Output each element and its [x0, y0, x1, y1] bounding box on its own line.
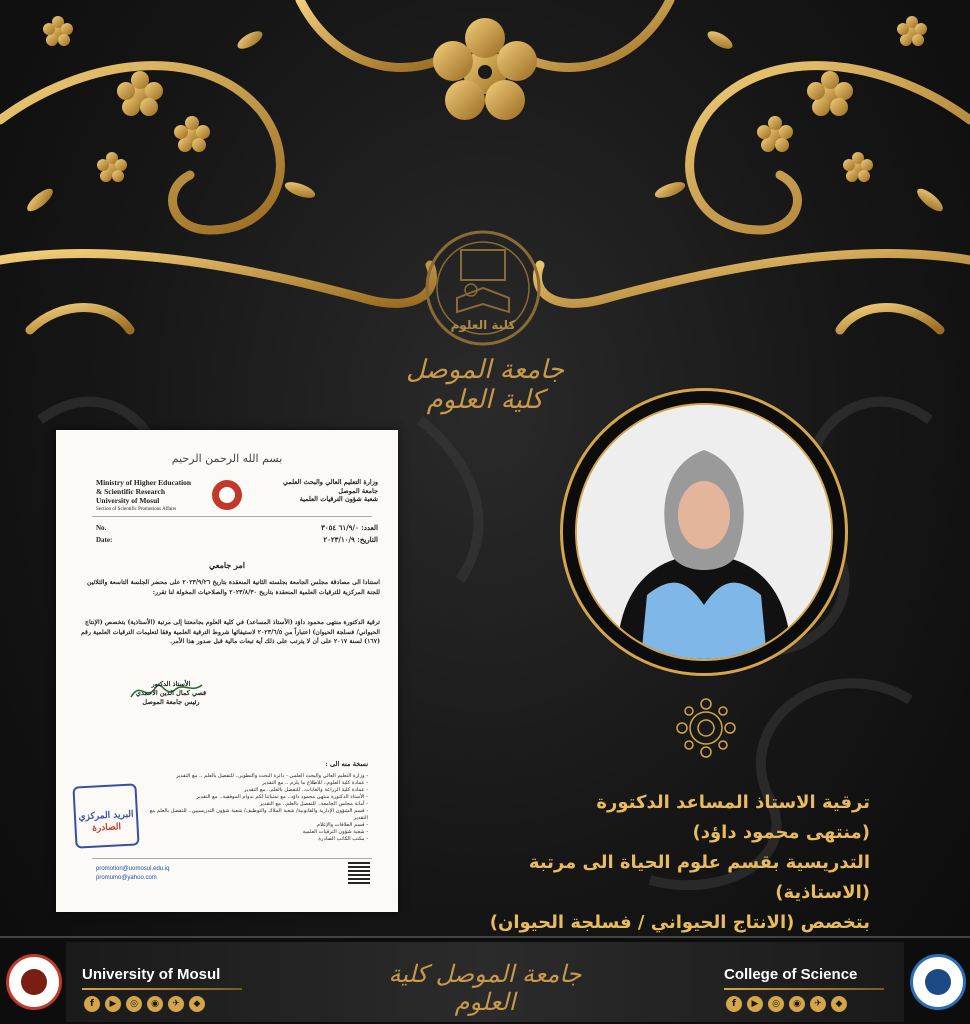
seal-caption: كلية العلوم	[450, 318, 516, 332]
ar-date: التاريخ: ٢٠٢٣/١٠/٩	[323, 535, 378, 544]
announcement-line1: ترقية الاستاذ المساعد الدكتورة	[596, 792, 870, 813]
promotion-announcement	[440, 788, 870, 938]
mandala-ornament-icon	[668, 690, 744, 766]
university-logo-icon	[212, 480, 242, 510]
university-name: University of Mosul	[82, 966, 221, 983]
youtube-icon[interactable]: ▶	[105, 996, 121, 1012]
central-mail-stamp	[72, 783, 139, 848]
copies-item: - شعبة شؤون الترقيات العلمية	[302, 829, 368, 835]
footer-bar	[0, 936, 970, 1024]
ar-section: شعبة شؤون الترقيات العلمية	[299, 495, 378, 503]
copies-item: - أمانة مجلس الجامعة.. للتفضل بالعلم.. مع التقدير	[259, 801, 368, 807]
ar-university: جامعة الموصل	[338, 486, 378, 495]
email-1: promotion@uomosul.edu.iq	[96, 866, 170, 872]
contact-emails	[96, 865, 169, 883]
university-logo-icon[interactable]	[6, 954, 62, 1010]
sign-title: الأستاذ الدكتور	[151, 680, 191, 688]
copies-item: - مكتب الكاتب الصادرة	[318, 836, 368, 842]
date-label: Date:	[96, 536, 113, 544]
portrait-photo	[575, 403, 833, 661]
basmala: بسم الله الرحمن الرحيم	[171, 452, 283, 465]
copies-item: - الأستاذ الدكتورة منتهى محمود داؤد.. مع تمنياتنا لكم بدوام الموفقية.. مع التقدير	[196, 794, 368, 800]
instagram-icon[interactable]: ◎	[768, 996, 784, 1012]
header-calligraphy: جامعة الموصل كلية العلوم	[405, 355, 565, 415]
facebook-icon[interactable]: f	[726, 996, 742, 1012]
order-paragraph-2: ترقية الدكتورة منتهى محمود داؤد (الأستاذ المساعد) في كلية العلوم بجامعتنا إلى مرتبة (الأستاذية) بتخصص (الإنتاج الحيواني/ فسلجة الحيوان) اعتباراً من ٢٠٢٣/٦/٥ لاستيفائها شروط الترقية العلمية وفقا لتعليمات الترقيات العلمية رقم (١٦٧) لسنة ٢٠١٧ على أن لا يترتب على ذلك أية تبعات مالية قبل صدور هذا الأمر.	[80, 619, 380, 645]
announcement-line3: التدريسية بقسم علوم الحياة الى مرتبة (الاستاذية)	[528, 852, 870, 903]
en-ministry-line1: Ministry of Higher Education	[96, 478, 192, 487]
email-2: promumo@yahoo.com	[96, 875, 157, 881]
number-date-labels	[96, 522, 112, 546]
copies-title: نسخة منه الى :	[325, 760, 368, 768]
sign-name: قصي كمال الدين الاحمدي	[135, 689, 207, 697]
divider	[724, 988, 884, 990]
stamp-line1: البريد المركزي	[78, 809, 134, 823]
copies-item: - عمادة كلية العلوم.. للاطلاع ما يلزم .. مع التقدير	[262, 780, 368, 786]
divider	[82, 988, 242, 990]
no-label: No.	[96, 524, 107, 532]
qr-code-icon	[348, 862, 370, 884]
youtube-icon[interactable]: ▶	[747, 996, 763, 1012]
en-university: University of Mosul	[96, 496, 160, 505]
college-name: College of Science	[724, 966, 858, 983]
web-icon[interactable]: ◉	[789, 996, 805, 1012]
announcement-line2: (منتهى محمود داؤد)	[692, 822, 870, 843]
link-icon[interactable]: ◆	[831, 996, 847, 1012]
copies-item: - عمادة كلية الزراعة والغابات.. للتفضل بالعلم.. مع التقدير	[244, 787, 368, 793]
footer-calligraphy: جامعة الموصل كلية العلوم	[388, 960, 582, 1016]
order-title: امر جامعي	[209, 560, 245, 570]
announcement-line4: بتخصص (الانتاج الحيواني / فسلجة الحيوان)	[489, 912, 870, 933]
facebook-icon[interactable]: f	[84, 996, 100, 1012]
en-ministry-line2: & Scientific Research	[96, 487, 166, 496]
college-social-links	[726, 996, 847, 1012]
arabic-number-date	[321, 522, 378, 546]
university-social-links	[84, 996, 205, 1012]
college-logo-icon[interactable]	[910, 954, 966, 1010]
sign-role: رئيس جامعة الموصل	[142, 698, 200, 706]
en-section: Section of Scientific Promotions Affairs	[96, 507, 177, 512]
divider	[92, 516, 372, 517]
copies-list	[138, 773, 368, 843]
telegram-icon[interactable]: ✈	[168, 996, 184, 1012]
person-icon	[577, 405, 831, 659]
ar-number: العدد: ٦١/٩/٠ ٣٠٥٤	[321, 523, 378, 532]
telegram-icon[interactable]: ✈	[810, 996, 826, 1012]
ar-ministry: وزارة التعليم العالي والبحث العلمي	[282, 478, 378, 486]
copies-item: - قسم الشؤون الإدارية والقانونية/ شعبة الملاك والتوظيف/ شعبة شؤون التدريسيين.. للتفضل بالعلم مع التقدير	[149, 808, 368, 821]
university-order-document	[56, 430, 398, 912]
web-icon[interactable]: ◉	[147, 996, 163, 1012]
divider	[92, 858, 372, 859]
stamp-line2: الصادرة	[91, 822, 122, 834]
portrait-frame	[560, 388, 848, 676]
signature-block	[116, 680, 226, 707]
copies-item: - وزارة التعليم العالي والبحث العلمي - دائرة البحث والتطوير.. للتفضل بالعلم .. مع التقدير	[176, 773, 368, 779]
link-icon[interactable]: ◆	[189, 996, 205, 1012]
arabic-letterhead	[248, 478, 378, 504]
order-paragraph-1: استنادا الى مصادقة مجلس الجامعة بجلسته الثانية المنعقدة بتاريخ ٢٠٢٣/٩/٢٦ على محضر الجلسة التاسعة والثلاثين للجنة المركزية للترقيات العلمية المنعقدة بتاريخ ٢٠٢٣/٨/٣٠ والصلاحيات المخولة لنا تقرر:	[87, 579, 380, 596]
copies-item: - قسم العلاقات والإعلام	[316, 822, 368, 828]
instagram-icon[interactable]: ◎	[126, 996, 142, 1012]
